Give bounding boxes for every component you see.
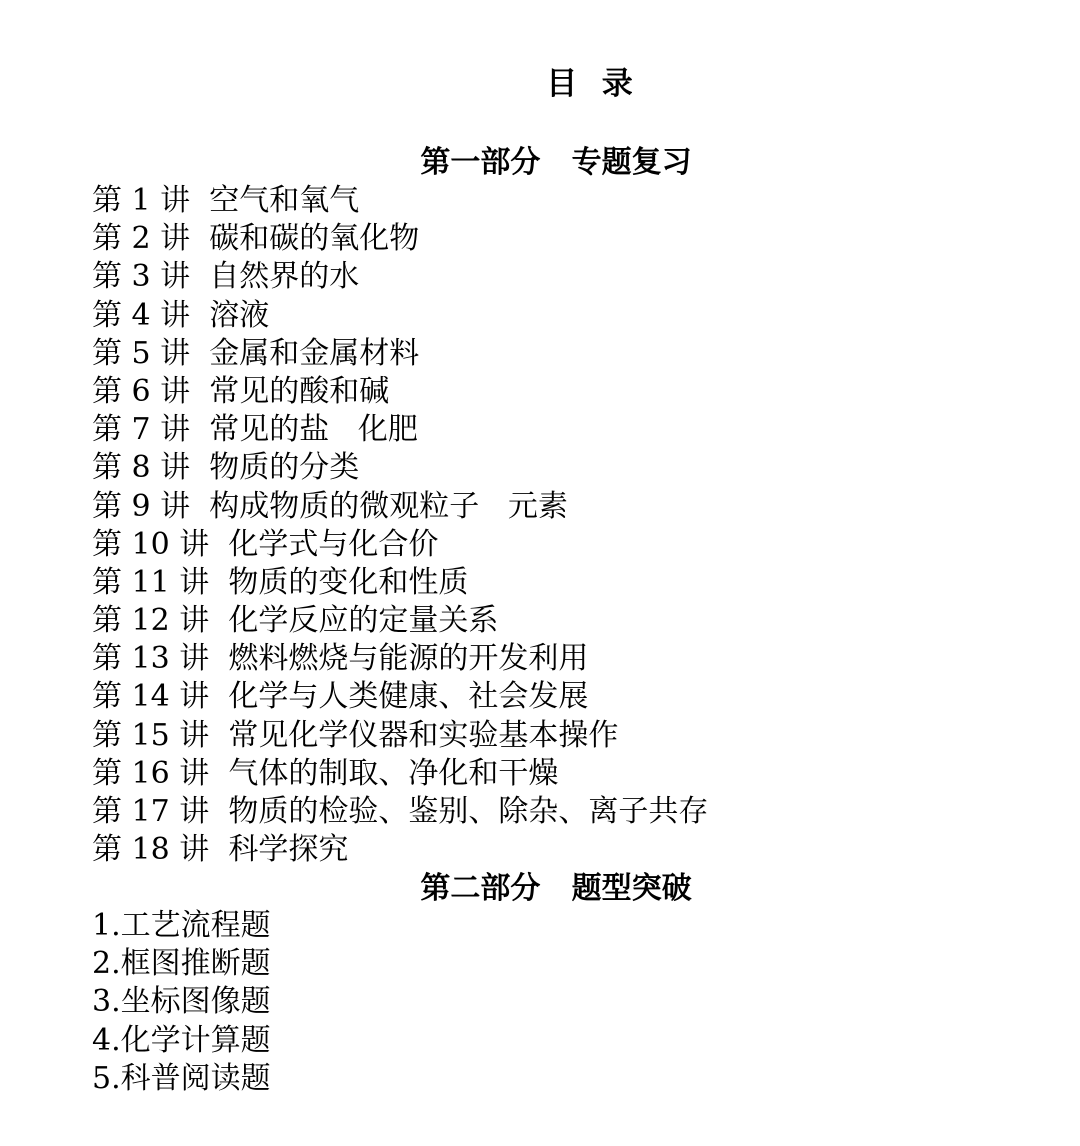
toc-item-lecture-3: 第 3 讲 自然界的水 — [92, 259, 360, 295]
toc-item-lecture-7: 第 7 讲 常见的盐 化肥 — [92, 412, 418, 448]
toc-item-lecture-1: 第 1 讲 空气和氧气 — [92, 183, 360, 218]
toc-item-lecture-4: 第 4 讲 溶液 — [92, 297, 270, 333]
toc-item-lecture-18: 第 18 讲 科学探究 — [92, 832, 349, 868]
toc-item-lecture-11: 第 11 讲 物质的变化和性质 — [92, 564, 469, 600]
toc-item-type-4: 4.化学计算题 — [92, 1022, 271, 1058]
toc-item-type-2: 2.框图推断题 — [92, 946, 271, 982]
question-type-list — [92, 907, 271, 1098]
part-two-heading: 第二部分 题型突破 — [420, 871, 692, 906]
toc-item-lecture-9: 第 9 讲 构成物质的微观粒子 元素 — [92, 488, 568, 524]
toc-item-type-1: 1.工艺流程题 — [92, 908, 271, 943]
toc-item-lecture-8: 第 8 讲 物质的分类 — [92, 450, 360, 486]
toc-item-lecture-13: 第 13 讲 燃料燃烧与能源的开发利用 — [92, 641, 589, 677]
toc-item-lecture-2: 第 2 讲 碳和碳的氧化物 — [92, 221, 420, 257]
toc-item-type-5: 5.科普阅读题 — [92, 1060, 271, 1096]
toc-item-lecture-10: 第 10 讲 化学式与化合价 — [92, 526, 439, 562]
page-title: 目 录 — [546, 66, 634, 102]
toc-item-lecture-16: 第 16 讲 气体的制取、净化和干燥 — [92, 755, 559, 791]
toc-item-lecture-15: 第 15 讲 常见化学仪器和实验基本操作 — [92, 717, 619, 753]
toc-item-lecture-6: 第 6 讲 常见的酸和碱 — [92, 373, 390, 409]
toc-item-lecture-5: 第 5 讲 金属和金属材料 — [92, 335, 420, 371]
lecture-list — [92, 182, 708, 869]
toc-item-lecture-14: 第 14 讲 化学与人类健康、社会发展 — [92, 679, 589, 715]
toc-item-lecture-17: 第 17 讲 物质的检验、鉴别、除杂、离子共存 — [92, 794, 709, 829]
toc-item-type-3: 3.坐标图像题 — [92, 984, 271, 1020]
toc-item-lecture-12: 第 12 讲 化学反应的定量关系 — [92, 603, 499, 639]
part-one-heading: 第一部分 专题复习 — [420, 145, 692, 180]
